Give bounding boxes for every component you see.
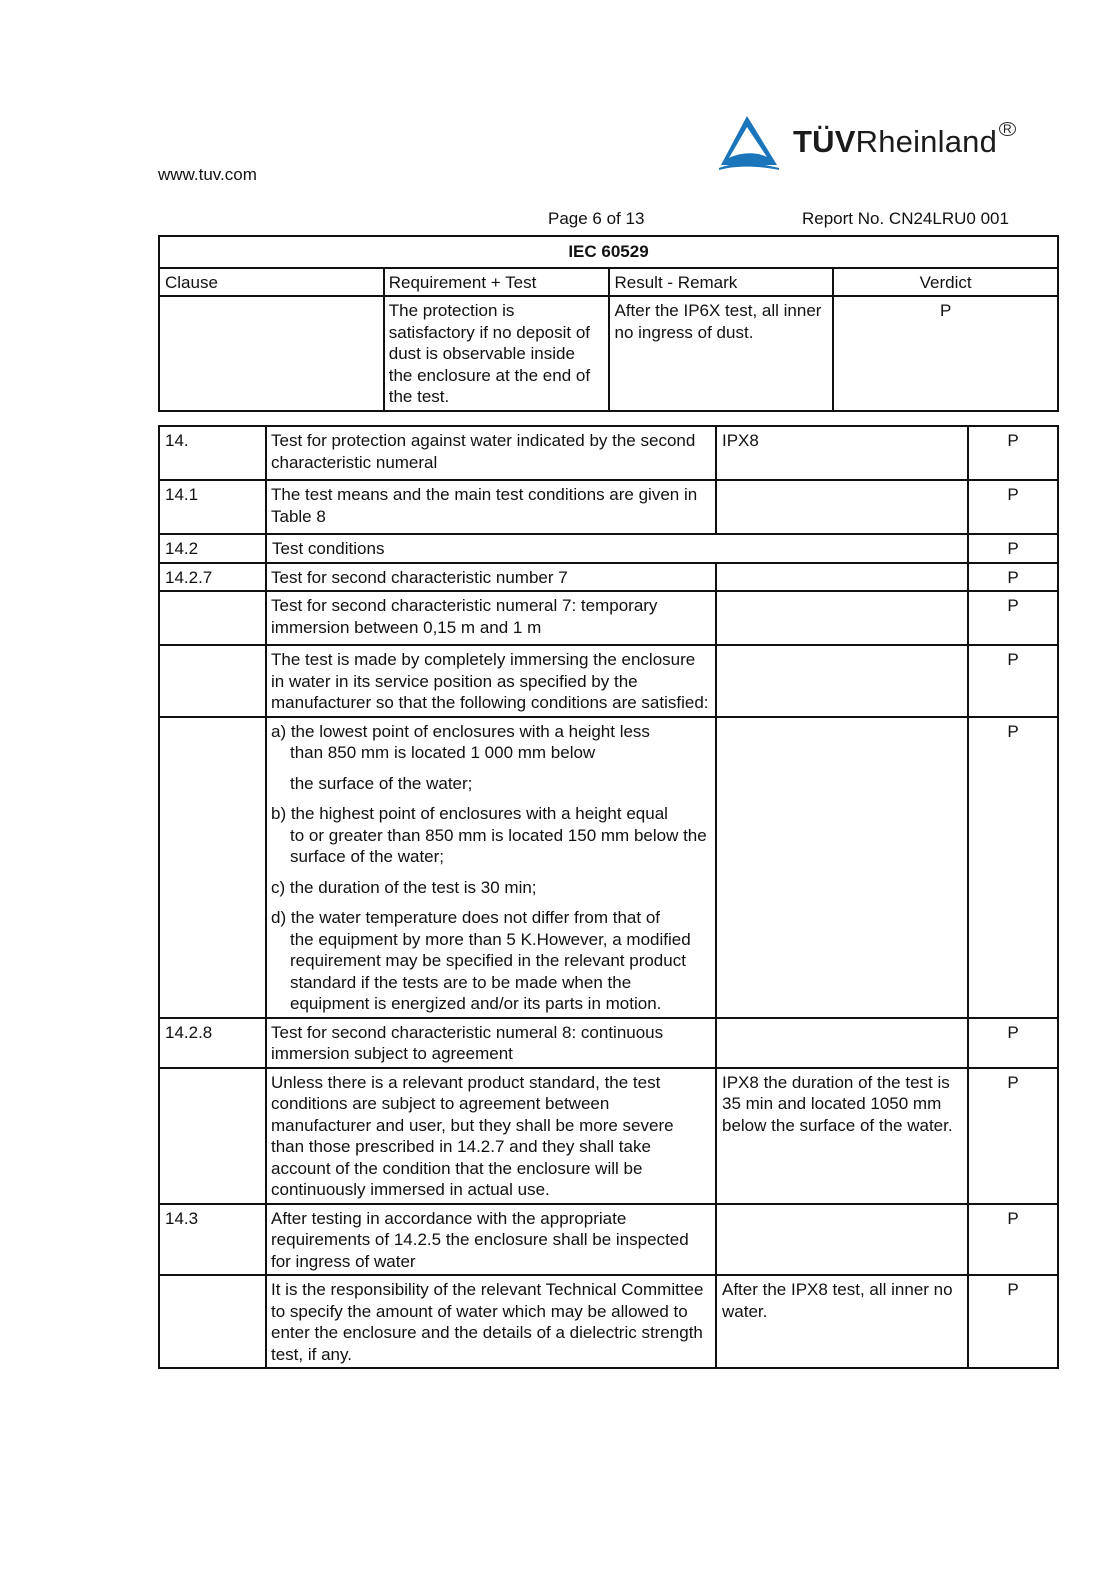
clause-cell: 14.2 xyxy=(159,534,266,563)
result-cell xyxy=(716,591,968,645)
table-row xyxy=(159,717,1058,1018)
verdict-cell: P xyxy=(833,296,1058,411)
result-cell xyxy=(716,1018,968,1068)
verdict-cell: P xyxy=(968,480,1058,534)
verdict-cell: P xyxy=(968,426,1058,480)
verdict-cell: P xyxy=(968,1018,1058,1068)
table-header-row xyxy=(159,268,1058,297)
table-row xyxy=(159,1275,1058,1368)
requirement-cell: After testing in accordance with the appropriate requirements of 14.2.5 the enclosure shall be inspected for ingress of water xyxy=(266,1204,716,1276)
requirement-cell: The protection is satisfactory if no deposit of dust is observable inside the enclosure at the end of the test. xyxy=(384,296,609,411)
result-cell xyxy=(716,645,968,717)
clause-cell: 14.3 xyxy=(159,1204,266,1276)
requirement-cell: Test conditions xyxy=(266,534,968,563)
requirement-conditions-list xyxy=(266,717,716,1018)
clause-cell xyxy=(159,1068,266,1204)
header-clause: Clause xyxy=(159,268,384,297)
clause-cell: 14.1 xyxy=(159,480,266,534)
condition-item-a-continued: the surface of the water; xyxy=(290,773,473,793)
requirement-cell: The test means and the main test conditions are given in Table 8 xyxy=(266,480,716,534)
verdict-cell: P xyxy=(968,534,1058,563)
requirement-cell: Test for second characteristic number 7 xyxy=(266,563,716,592)
condition-item-c: c) the duration of the test is 30 min; xyxy=(271,877,537,897)
standard-title: IEC 60529 xyxy=(159,236,1058,268)
verdict-cell: P xyxy=(968,591,1058,645)
result-cell xyxy=(716,480,968,534)
result-cell xyxy=(716,563,968,592)
verdict-cell: P xyxy=(968,1275,1058,1368)
iec-table-clause-14 xyxy=(158,425,1059,1369)
header-requirement: Requirement + Test xyxy=(384,268,609,297)
table-title-row xyxy=(159,236,1058,268)
clause-cell xyxy=(159,296,384,411)
header-result: Result - Remark xyxy=(609,268,834,297)
table-row xyxy=(159,1204,1058,1276)
result-cell: After the IPX8 test, all inner no water. xyxy=(716,1275,968,1368)
verdict-cell: P xyxy=(968,563,1058,592)
condition-item-d: d) the water temperature does not differ from that of the equipment by more than 5 K.However, a modified requirement may be specified in the relevant product standard if the tests are to be made when the equipment is energized and/or its parts in motion. xyxy=(271,908,691,1013)
verdict-cell: P xyxy=(968,1068,1058,1204)
tuv-rheinland-logo xyxy=(717,113,1016,171)
condition-item-a: a) the lowest point of enclosures with a height less than 850 mm is located 1 000 mm below xyxy=(271,721,650,762)
result-cell: After the IP6X test, all inner no ingress of dust. xyxy=(609,296,834,411)
result-cell xyxy=(716,717,968,1018)
condition-item-b: b) the highest point of enclosures with a height equal to or greater than 850 mm is located 150 mm below the surface of the water; xyxy=(271,804,707,866)
logo-wordmark: TÜVRheinland R xyxy=(793,124,1016,160)
requirement-cell: It is the responsibility of the relevant Technical Committee to specify the amount of water which may be allowed to enter the enclosure and the details of a dielectric strength test, if any. xyxy=(266,1275,716,1368)
table-row xyxy=(159,426,1058,480)
result-cell xyxy=(716,1204,968,1276)
clause-cell xyxy=(159,1275,266,1368)
registered-mark: R xyxy=(999,122,1016,136)
result-cell: IPX8 the duration of the test is 35 min and located 1050 mm below the surface of the water. xyxy=(716,1068,968,1204)
table-row xyxy=(159,591,1058,645)
result-cell: IPX8 xyxy=(716,426,968,480)
table-row xyxy=(159,1018,1058,1068)
table-row xyxy=(159,534,1058,563)
requirement-cell: Test for second characteristic numeral 8: continuous immersion subject to agreement xyxy=(266,1018,716,1068)
report-number: Report No. CN24LRU0 001 xyxy=(802,209,1009,228)
table-row xyxy=(159,296,1058,411)
verdict-cell: P xyxy=(968,645,1058,717)
clause-cell: 14.2.8 xyxy=(159,1018,266,1068)
requirement-cell: Test for protection against water indicated by the second characteristic numeral xyxy=(266,426,716,480)
requirement-cell: The test is made by completely immersing the enclosure in water in its service position as specified by the manufacturer so that the following conditions are satisfied: xyxy=(266,645,716,717)
clause-cell xyxy=(159,717,266,1018)
requirement-cell: Test for second characteristic numeral 7: temporary immersion between 0,15 m and 1 m xyxy=(266,591,716,645)
table-row xyxy=(159,563,1058,592)
clause-cell: 14. xyxy=(159,426,266,480)
page-number: Page 6 of 13 xyxy=(548,209,645,228)
tuv-triangle-icon xyxy=(717,113,781,171)
clause-cell xyxy=(159,645,266,717)
iec-table-continued xyxy=(158,235,1059,412)
clause-cell xyxy=(159,591,266,645)
website-url: www.tuv.com xyxy=(158,165,257,184)
table-row xyxy=(159,1068,1058,1204)
table-row xyxy=(159,480,1058,534)
table-row xyxy=(159,645,1058,717)
verdict-cell: P xyxy=(968,717,1058,1018)
requirement-cell: Unless there is a relevant product standard, the test conditions are subject to agreement between manufacturer and user, but they shall be more severe than those prescribed in 14.2.7 and they shall take account of the condition that the enclosure will be continuously immersed in actual use. xyxy=(266,1068,716,1204)
header-verdict: Verdict xyxy=(833,268,1058,297)
verdict-cell: P xyxy=(968,1204,1058,1276)
clause-cell: 14.2.7 xyxy=(159,563,266,592)
